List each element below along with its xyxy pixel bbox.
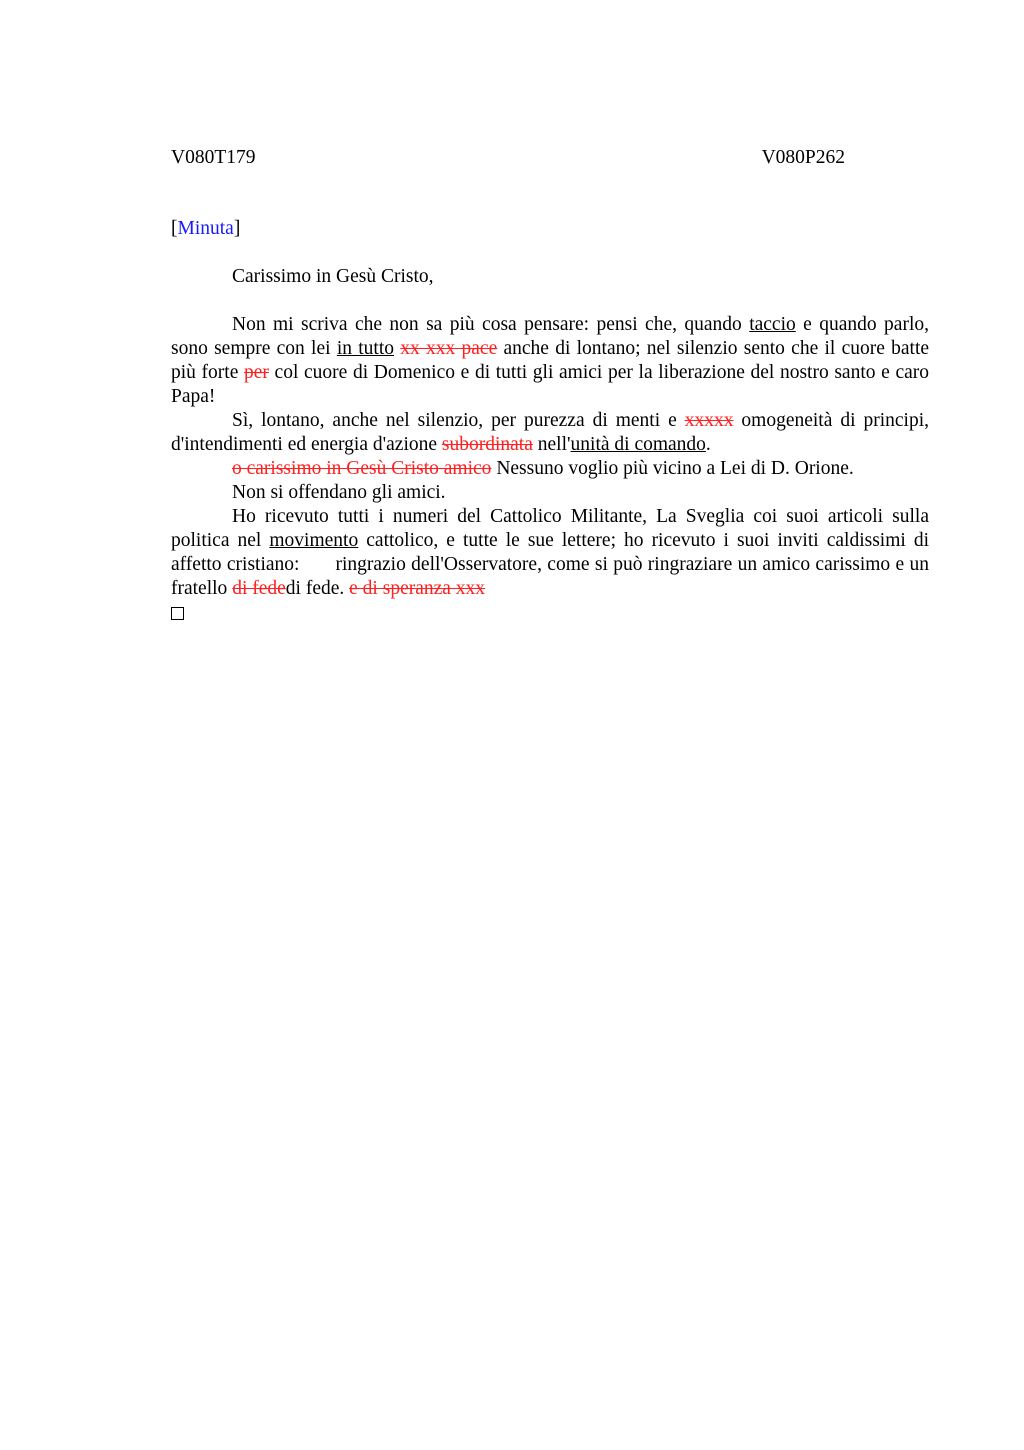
text: Nessuno voglio più vicino a Lei di D. Orione. — [491, 458, 854, 479]
text: e quando parlo, sono sempre con lei — [171, 314, 929, 359]
deleted-text: e di speranza xxx — [349, 578, 486, 599]
text: cattolico, e tutte le sue lettere; ho ricevuto i suoi inviti caldissimi di affetto cristiano: — [171, 530, 929, 575]
document-type-label — [171, 217, 240, 241]
page-code-right: V080P262 — [761, 147, 845, 168]
paragraph-2 — [171, 409, 929, 457]
text: anche di lontano; nel silenzio sento che il cuore batte più forte — [171, 338, 930, 383]
paragraph-1 — [171, 313, 929, 409]
text: ringrazio dell'Osservatore, come si può ringraziare un amico carissimo e un fratello — [171, 554, 930, 599]
text: Sì, lontano, anche nel silenzio, per purezza di menti e — [232, 410, 685, 431]
text: nell' — [532, 434, 571, 455]
underlined-text: unità di comando — [570, 434, 706, 455]
text: . — [705, 434, 711, 455]
deleted-text: xx xxx pace — [400, 338, 498, 359]
underlined-text: in tutto — [336, 338, 394, 359]
deleted-text: per — [244, 362, 269, 383]
paragraph-5 — [171, 505, 929, 601]
checkbox-icon[interactable] — [171, 607, 184, 620]
paragraph-3 — [171, 457, 929, 481]
bracket-open: [ — [171, 218, 178, 239]
text: Non mi scriva che non sa più cosa pensare: pensi che, quando — [232, 314, 750, 335]
deleted-text: o carissimo in Gesù Cristo amico — [232, 458, 492, 479]
text: Non si offendano gli amici. — [232, 482, 446, 503]
deleted-text: di fede — [232, 578, 286, 599]
greeting: Carissimo in Gesù Cristo, — [232, 266, 434, 287]
paragraph-4 — [171, 481, 929, 505]
letter-body — [171, 313, 929, 620]
underlined-text: movimento — [269, 530, 359, 551]
text: col cuore di Domenico e di tutti gli amici per la liberazione del nostro santo e caro Papa! — [171, 362, 929, 407]
underlined-text: taccio — [749, 314, 796, 335]
text: di fede. — [285, 578, 350, 599]
text: omogeneità di principi, d'intendimenti ed energia d'azione — [171, 410, 930, 455]
text: Ho ricevuto tutti i numeri del Cattolico Militante, La Sveglia coi suoi articoli sulla politica nel — [171, 506, 929, 551]
volume-code-left: V080T179 — [171, 147, 256, 168]
deleted-text: xxxxx — [684, 410, 734, 431]
bracket-close: ] — [233, 218, 241, 239]
minuta-link[interactable]: Minuta — [177, 218, 234, 239]
deleted-text: subordinata — [441, 434, 533, 455]
document-header — [171, 146, 845, 170]
